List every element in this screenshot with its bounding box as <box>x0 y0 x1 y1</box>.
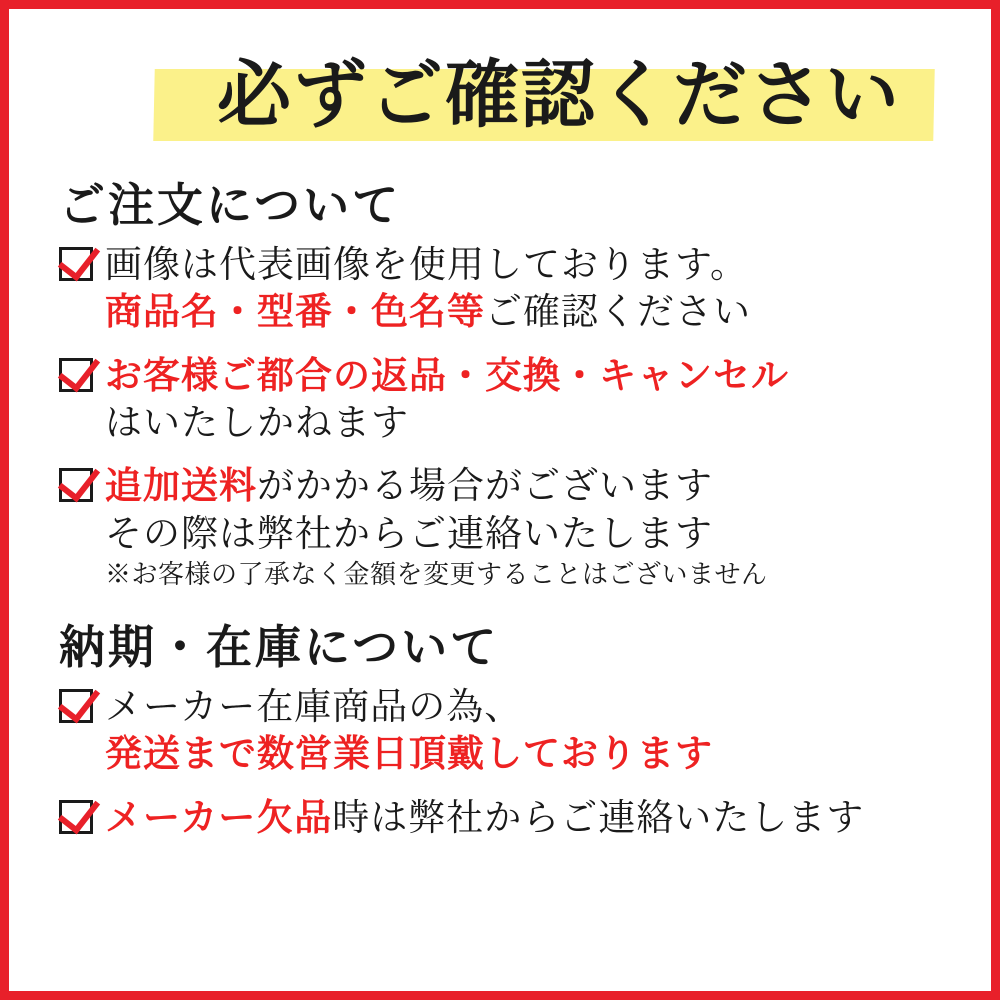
list-item-line-text: がかかる場合がございます <box>257 464 713 508</box>
list-item-line-emphasis: 商品名・型番・色名等 <box>105 289 485 334</box>
list-item-line-text: 時は弊社からご連絡いたします <box>332 795 865 839</box>
notice-content <box>9 9 991 991</box>
list-item-line <box>105 241 951 288</box>
list-item-line-text: 画像は代表画像を使用しております。 <box>105 243 749 286</box>
title-text: 必ずご確認ください <box>217 52 901 138</box>
list-item-line-text: ご確認ください <box>485 290 751 334</box>
list-item-text <box>105 352 951 447</box>
list-item-text <box>105 683 951 778</box>
list-item-line-emphasis: 追加送料 <box>105 463 257 508</box>
list-item-line: はいたしかねます <box>105 401 409 445</box>
section-heading-delivery: 納期・在庫について <box>59 619 500 674</box>
list-item-text <box>105 462 951 593</box>
list-item <box>59 683 951 778</box>
checkbox-icon <box>59 689 93 723</box>
list-item-line-emphasis: お客様ご都合の返品・交換・キャンセル <box>105 352 789 397</box>
list-item <box>59 241 951 336</box>
section-heading-orders: ご注文について <box>59 178 402 232</box>
list-item-line: メーカー在庫商品の為、 <box>105 684 523 728</box>
list-item-line <box>105 288 951 335</box>
checkbox-icon <box>59 247 93 281</box>
list-item-line-emphasis: 発送まで数営業日頂戴しております <box>105 731 713 776</box>
list-item-note: ※お客様の了承なく金額を変更することはございません <box>105 560 768 591</box>
list-item-line <box>105 794 951 841</box>
checkbox-icon <box>59 358 93 392</box>
list-item <box>59 352 951 447</box>
list-item-line-emphasis: メーカー欠品 <box>105 794 333 839</box>
list-item <box>59 462 951 593</box>
list-item-text <box>105 794 951 841</box>
page-title <box>49 43 951 161</box>
list-item-line: その際は弊社からご連絡いたします <box>105 511 713 555</box>
list-item-text <box>105 241 951 336</box>
list-item-line <box>105 462 951 509</box>
checkbox-icon <box>59 800 93 834</box>
checkbox-icon <box>59 468 93 502</box>
list-item <box>59 794 951 841</box>
